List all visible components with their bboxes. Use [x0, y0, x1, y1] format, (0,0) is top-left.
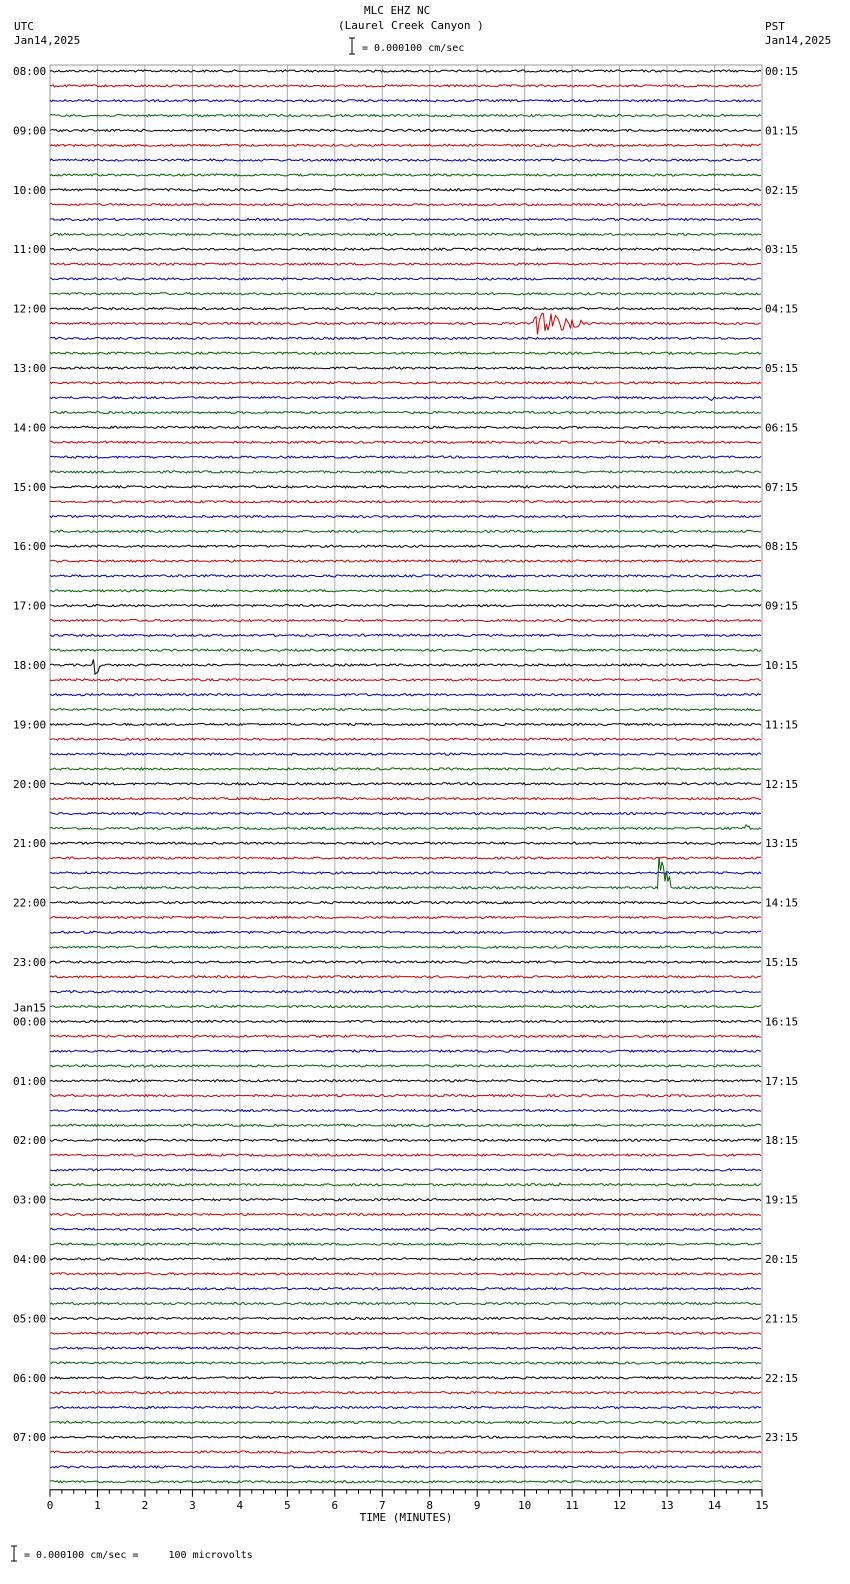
trace-line [50, 313, 761, 334]
trace-line [50, 397, 761, 401]
utc-hour-label: 20:00 [13, 777, 47, 791]
utc-hour-label: 22:00 [13, 896, 47, 910]
left-timezone: UTC [14, 20, 34, 33]
trace-line [50, 1095, 761, 1097]
trace-line [50, 1436, 761, 1438]
scale-label: = 0.000100 cm/sec [362, 43, 465, 54]
trace-line [50, 367, 761, 369]
x-tick-label: 0 [46, 1498, 54, 1512]
x-tick-label: 4 [236, 1498, 244, 1512]
trace-line [50, 129, 761, 131]
trace-line [50, 1421, 761, 1423]
trace-line [50, 530, 761, 532]
trace-line [50, 337, 761, 339]
utc-hour-label: 02:00 [13, 1134, 47, 1148]
trace-line [50, 961, 761, 963]
trace-line [50, 649, 761, 651]
trace-line [50, 709, 761, 711]
trace-line [50, 545, 761, 547]
trace-line [50, 426, 761, 428]
trace-line [50, 575, 761, 577]
right-date: Jan14,2025 [765, 34, 832, 47]
pst-hour-label: 04:15 [765, 302, 799, 316]
utc-hour-label: 21:00 [13, 837, 47, 851]
trace-line [50, 619, 761, 621]
trace-line [50, 679, 761, 681]
trace-line [50, 1080, 761, 1082]
trace-line [50, 1273, 761, 1275]
pst-hour-label: 22:15 [765, 1371, 799, 1385]
trace-line [50, 783, 761, 785]
trace-line [50, 174, 761, 176]
pst-hour-label: 06:15 [765, 421, 799, 435]
x-tick-label: 6 [331, 1498, 339, 1512]
trace-line [50, 1406, 761, 1408]
utc-hour-label: 05:00 [13, 1312, 47, 1326]
pst-hour-label: 05:15 [765, 362, 799, 375]
utc-hour-label: 06:00 [13, 1371, 47, 1385]
x-tick-label: 11 [565, 1498, 579, 1512]
pst-hour-label: 19:15 [765, 1193, 799, 1207]
trace-line [50, 204, 761, 206]
trace-line [50, 100, 761, 102]
utc-hour-label: 15:00 [13, 480, 47, 494]
trace-line [50, 248, 761, 250]
utc-hour-label: 13:00 [13, 362, 47, 375]
trace-line [50, 857, 761, 859]
x-tick-label: 15 [755, 1498, 769, 1512]
x-tick-label: 10 [518, 1498, 532, 1512]
trace-line [50, 159, 761, 161]
utc-hour-label: 12:00 [13, 302, 47, 316]
trace-line [50, 723, 761, 725]
utc-hour-label: 23:00 [13, 956, 47, 969]
trace-line [50, 825, 761, 830]
utc-hour-label: 03:00 [13, 1193, 47, 1207]
pst-hour-label: 17:15 [765, 1074, 799, 1088]
trace-line [50, 1392, 761, 1394]
pst-hour-label: 01:15 [765, 124, 799, 138]
utc-hour-label: 01:00 [13, 1074, 47, 1088]
trace-line [50, 1347, 761, 1349]
pst-hour-label: 15:15 [765, 956, 799, 969]
utc-hour-label: 04:00 [13, 1253, 47, 1266]
trace-line [50, 1035, 761, 1037]
station-title: MLC EHZ NC [364, 4, 431, 17]
x-tick-label: 2 [141, 1498, 149, 1512]
x-tick-label: 8 [426, 1498, 434, 1512]
left-date: Jan14,2025 [14, 34, 81, 47]
trace-line [50, 144, 761, 146]
trace-line [50, 872, 761, 874]
trace-line [50, 1006, 761, 1008]
utc-hour-label: 14:00 [13, 421, 47, 435]
trace-line [50, 1258, 761, 1260]
trace-line [50, 1139, 761, 1141]
utc-hour-label: 19:00 [13, 718, 47, 732]
pst-hour-label: 09:15 [765, 599, 799, 613]
trace-line [50, 70, 761, 72]
trace-line [50, 1154, 761, 1156]
trace-line [50, 1377, 761, 1379]
trace-line [50, 991, 761, 993]
trace-line [50, 1243, 761, 1245]
x-tick-label: 5 [284, 1498, 291, 1512]
utc-hour-label: 07:00 [13, 1431, 47, 1445]
trace-line [50, 471, 761, 473]
footer-scale-note: = 0.000100 cm/sec = 100 microvolts [24, 1550, 253, 1561]
trace-line [50, 738, 761, 740]
x-tick-label: 12 [612, 1498, 627, 1512]
date-change-label: Jan15 [13, 1001, 47, 1015]
trace-line [50, 412, 761, 414]
pst-hour-label: 08:15 [765, 540, 799, 554]
trace-line [50, 753, 761, 755]
trace-line [50, 1466, 761, 1468]
trace-line [50, 263, 761, 265]
pst-hour-label: 12:15 [765, 777, 799, 791]
trace-line [50, 441, 761, 443]
utc-hour-label: 09:00 [13, 124, 47, 138]
trace-line [50, 1481, 761, 1483]
trace-line [50, 976, 761, 978]
trace-line [50, 501, 761, 503]
trace-line [50, 1183, 761, 1186]
right-timezone: PST [765, 20, 785, 33]
x-tick-label: 1 [94, 1498, 101, 1512]
trace-line [50, 1451, 761, 1453]
trace-line [50, 456, 761, 458]
utc-hour-label: 18:00 [13, 659, 47, 672]
station-location: (Laurel Creek Canyon ) [338, 19, 484, 32]
trace-line [50, 560, 761, 562]
pst-hour-label: 14:15 [765, 896, 799, 910]
trace-line [50, 1288, 761, 1290]
trace-line [50, 605, 761, 607]
x-tick-label: 13 [660, 1498, 674, 1512]
x-axis-title: TIME (MINUTES) [359, 1510, 453, 1524]
trace-line [50, 278, 761, 280]
utc-hour-label: 10:00 [13, 183, 47, 197]
pst-hour-label: 07:15 [765, 480, 799, 494]
trace-line [50, 842, 761, 844]
trace-line [50, 1124, 761, 1126]
trace-line [50, 768, 761, 770]
trace-line [50, 634, 761, 636]
pst-hour-label: 23:15 [765, 1431, 799, 1445]
trace-line [50, 1362, 761, 1364]
pst-hour-label: 21:15 [765, 1312, 799, 1326]
trace-line [50, 798, 761, 800]
trace-line [50, 1109, 761, 1111]
x-tick-label: 9 [473, 1498, 481, 1512]
utc-hour-label: 08:00 [13, 65, 47, 78]
trace-line [50, 1199, 761, 1201]
x-tick-label: 3 [189, 1498, 196, 1512]
trace-line [50, 812, 761, 814]
trace-line [50, 1050, 761, 1052]
trace-line [50, 115, 761, 117]
trace-line [50, 1213, 761, 1215]
trace-line [50, 660, 761, 675]
trace-line [50, 352, 761, 354]
trace-line [50, 308, 761, 310]
trace-line [50, 233, 761, 235]
trace-line [50, 1332, 761, 1334]
trace-line [50, 85, 761, 87]
utc-hour-label: 11:00 [13, 243, 47, 257]
x-tick-label: 7 [378, 1498, 386, 1512]
trace-line [50, 931, 761, 933]
pst-hour-label: 18:15 [765, 1134, 799, 1148]
trace-line [50, 902, 761, 904]
x-tick-label: 14 [707, 1498, 722, 1512]
trace-line [50, 293, 761, 295]
trace-line [50, 1065, 761, 1067]
trace-line [50, 916, 761, 918]
utc-hour-label: 00:00 [13, 1015, 47, 1029]
trace-line [50, 1020, 761, 1022]
pst-hour-label: 10:15 [765, 659, 799, 672]
trace-line [50, 1169, 761, 1171]
trace-line [50, 515, 761, 517]
pst-hour-label: 16:15 [765, 1015, 799, 1029]
trace-line [50, 694, 761, 696]
pst-hour-label: 13:15 [765, 837, 799, 851]
pst-hour-label: 02:15 [765, 183, 799, 197]
trace-line [50, 486, 761, 488]
utc-hour-label: 16:00 [13, 540, 47, 554]
trace-line [50, 218, 761, 220]
pst-hour-label: 00:15 [765, 65, 799, 78]
utc-hour-label: 17:00 [13, 599, 47, 613]
pst-hour-label: 20:15 [765, 1253, 799, 1266]
pst-hour-label: 03:15 [765, 243, 799, 257]
trace-line [50, 382, 761, 384]
trace-line [50, 1228, 761, 1230]
trace-line [50, 1317, 761, 1319]
pst-hour-label: 11:15 [765, 718, 799, 732]
trace-line [50, 946, 761, 948]
trace-line [50, 590, 761, 592]
trace-line [50, 1303, 761, 1305]
trace-line [50, 189, 761, 191]
